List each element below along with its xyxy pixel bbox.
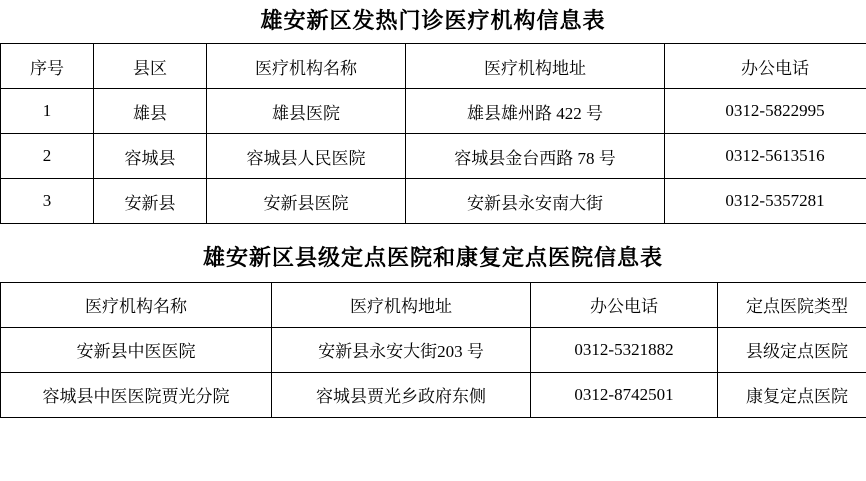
- cell-institution-address: 雄县雄州路 422 号: [406, 89, 665, 134]
- cell-index: 3: [1, 179, 94, 224]
- table-row: [1, 372, 866, 417]
- cell-institution-name: 安新县中医医院: [1, 327, 272, 372]
- cell-index: 2: [1, 134, 94, 179]
- fever-clinic-table: [0, 43, 866, 224]
- table-row: [1, 89, 866, 134]
- column-header-hospital-type: 定点医院类型: [718, 282, 866, 327]
- page-title-fever-clinics: 雄安新区发热门诊医疗机构信息表: [260, 8, 606, 33]
- page-title-designated-hospitals: 雄安新区县级定点医院和康复定点医院信息表: [202, 245, 663, 271]
- cell-district: 雄县: [94, 89, 207, 134]
- cell-office-phone: 0312-5822995: [665, 89, 866, 134]
- column-header-institution-name: 医疗机构名称: [207, 44, 406, 89]
- table-header-row: [1, 282, 866, 327]
- cell-office-phone: 0312-5613516: [665, 134, 866, 179]
- cell-district: 安新县: [94, 179, 207, 224]
- column-header-institution-name: 医疗机构名称: [1, 282, 272, 327]
- cell-institution-address: 安新县永安大街203 号: [272, 327, 531, 372]
- cell-district: 容城县: [94, 134, 207, 179]
- column-header-index: 序号: [1, 44, 94, 89]
- cell-institution-name: 雄县医院: [207, 89, 406, 134]
- cell-hospital-type: 县级定点医院: [718, 327, 866, 372]
- table-row: [1, 134, 866, 179]
- column-header-district: 县区: [94, 44, 207, 89]
- cell-index: 1: [1, 89, 94, 134]
- cell-institution-name: 安新县医院: [207, 179, 406, 224]
- table-row: [1, 327, 866, 372]
- cell-institution-name: 容城县中医医院贾光分院: [1, 372, 272, 417]
- cell-office-phone: 0312-5357281: [665, 179, 866, 224]
- cell-office-phone: 0312-5321882: [531, 327, 718, 372]
- cell-institution-name: 容城县人民医院: [207, 134, 406, 179]
- column-header-institution-address: 医疗机构地址: [406, 44, 665, 89]
- cell-institution-address: 安新县永安南大街: [406, 179, 665, 224]
- designated-hospital-table: [0, 282, 866, 418]
- cell-hospital-type: 康复定点医院: [718, 372, 866, 417]
- cell-office-phone: 0312-8742501: [531, 372, 718, 417]
- column-header-office-phone: 办公电话: [665, 44, 866, 89]
- cell-institution-address: 容城县金台西路 78 号: [406, 134, 665, 179]
- column-header-office-phone: 办公电话: [531, 282, 718, 327]
- table-row: [1, 179, 866, 224]
- table-header-row: [1, 44, 866, 89]
- column-header-institution-address: 医疗机构地址: [272, 282, 531, 327]
- cell-institution-address: 容城县贾光乡政府东侧: [272, 372, 531, 417]
